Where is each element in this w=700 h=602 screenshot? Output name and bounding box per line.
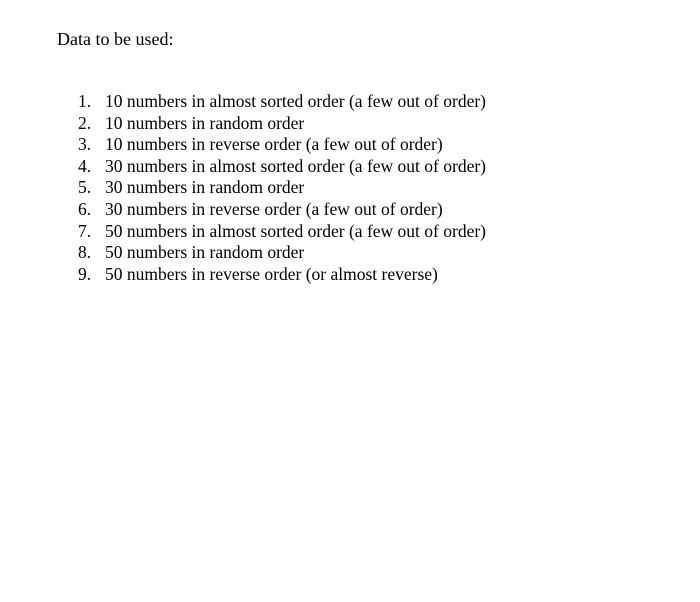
list-item-text: 10 numbers in almost sorted order (a few out of order) xyxy=(105,91,487,111)
list-item-text: 30 numbers in reverse order (a few out of order) xyxy=(105,198,443,219)
list-item-number: 4. xyxy=(78,155,92,176)
list-item-text: 30 numbers in random order xyxy=(105,177,305,198)
list-item-text: 30 numbers in almost sorted order (a few out of order) xyxy=(105,155,487,176)
list-item-number: 7. xyxy=(78,220,92,241)
list-item-text: 50 numbers in almost sorted order (a few out of order) xyxy=(105,220,487,241)
list-item-text: 50 numbers in random order xyxy=(105,242,305,263)
document-heading: Data to be used: xyxy=(57,29,174,49)
list-item-text: 10 numbers in random order xyxy=(105,112,305,133)
list-item-number: 5. xyxy=(78,177,92,198)
list-item-number: 8. xyxy=(78,242,92,263)
list-item-text: 50 numbers in reverse order (or almost reverse) xyxy=(105,263,438,284)
list-item-number: 6. xyxy=(78,198,92,219)
list-item-number: 3. xyxy=(78,134,92,155)
list-item-number: 1. xyxy=(78,91,92,111)
list-item-number: 9. xyxy=(78,263,92,284)
list-item-text: 10 numbers in reverse order (a few out of order) xyxy=(105,134,443,155)
list-item-number: 2. xyxy=(78,112,92,133)
